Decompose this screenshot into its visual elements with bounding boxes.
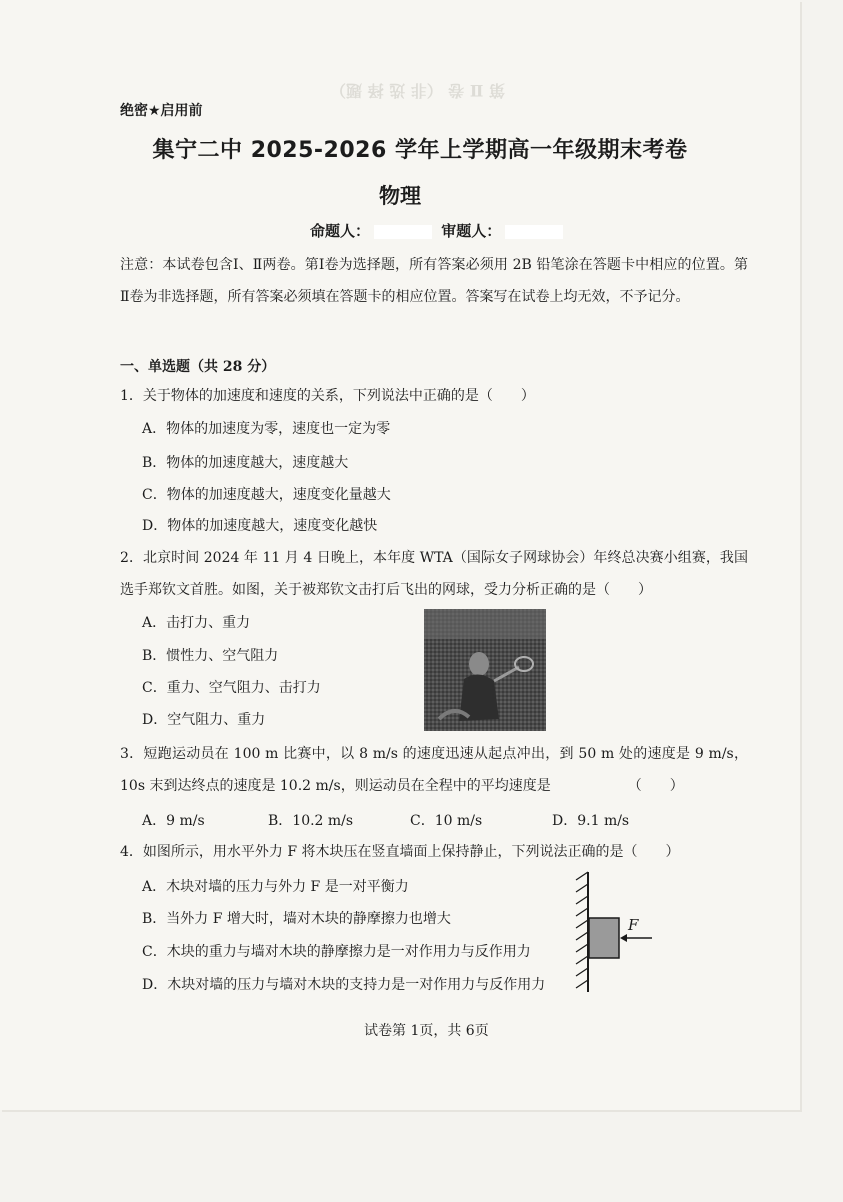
question-4-option-d: D．木块对墙的压力与墙对木块的支持力是一对作用力与反作用力: [142, 977, 546, 993]
question-4-option-c: C．木块的重力与墙对木块的静摩擦力是一对作用力与反作用力: [142, 944, 531, 960]
question-2-stem: 2．北京时间 2024 年 11 月 4 日晚上，本年度 WTA（国际女子网球协会）年终总决赛小组赛，我国选手郑钦文首胜。如图，关于被郑钦文击打后飞出的网球，受力分析正确的是（ ）: [120, 550, 748, 598]
question-1-option-d: D．物体的加速度越大，速度变化越快: [142, 518, 378, 534]
author-line: [310, 220, 567, 241]
force-label: F: [628, 916, 639, 934]
question-1-option-c: C．物体的加速度越大，速度变化量越大: [142, 487, 391, 503]
page-footer: 试卷第 1页，共 6页: [364, 1023, 489, 1039]
bleed-through-text: 第 Ⅱ 卷 （非 选 择 题）: [330, 81, 505, 100]
redaction-box: [374, 225, 432, 239]
question-3-option-a: A．9 m/s: [142, 813, 205, 829]
question-4-option-b: B．当外力 F 增大时，墙对木块的静摩擦力也增大: [142, 911, 451, 927]
force-arrowhead: [620, 934, 627, 942]
question-1-option-b: B．物体的加速度越大，速度越大: [142, 455, 349, 471]
reviewer-label: 审题人：: [441, 222, 502, 240]
block: [589, 918, 619, 958]
question-4-option-a: A．木块对墙的压力与外力 F 是一对平衡力: [142, 879, 409, 895]
question-3-option-c: C．10 m/s: [410, 813, 483, 829]
notice-paragraph: 注意：本试卷包含Ⅰ、Ⅱ两卷。第Ⅰ卷为选择题，所有答案必须用 2B 铅笔涂在答题卡中相应的位置。第Ⅱ卷为非选择题，所有答案必须填在答题卡的相应位置。答案写在试卷上均无效，不予记分。: [120, 257, 748, 305]
confidential-mark: 绝密★启用前: [120, 103, 203, 119]
wall-block-diagram: [566, 868, 660, 998]
question-2-option-a: A．击打力、重力: [142, 615, 251, 631]
question-3-stem: 3．短跑运动员在 100 m 比赛中，以 8 m/s 的速度迅速从起点冲出，到 50 m 处的速度是 9 m/s，10s 末到达终点的速度是 10.2 m/s，则运动员在全程中的平均速度是 （ ）: [120, 746, 748, 794]
redaction-box: [505, 225, 563, 239]
subject-title: 物理: [379, 184, 421, 208]
question-1-stem: 1．关于物体的加速度和速度的关系，下列说法中正确的是（ ）: [120, 388, 535, 404]
question-3-option-d: D．9.1 m/s: [552, 813, 630, 829]
question-4-stem: 4．如图所示，用水平外力 F 将木块压在竖直墙面上保持静止，下列说法正确的是（ ）: [120, 844, 680, 860]
setter-label: 命题人：: [310, 222, 371, 240]
question-2-option-c: C．重力、空气阻力、击打力: [142, 680, 321, 696]
tennis-player-photo: [424, 609, 546, 731]
question-2-option-b: B．惯性力、空气阻力: [142, 648, 279, 664]
wall-hatching: [576, 872, 588, 988]
question-2-option-d: D．空气阻力、重力: [142, 712, 266, 728]
question-1-option-a: A．物体的加速度为零，速度也一定为零: [142, 421, 391, 437]
section-heading: 一、单选题（共 28 分）: [120, 359, 276, 375]
exam-title: 集宁二中 2025-2026 学年上学期高一年级期末考卷: [152, 138, 688, 163]
question-3-option-b: B．10.2 m/s: [268, 813, 354, 829]
